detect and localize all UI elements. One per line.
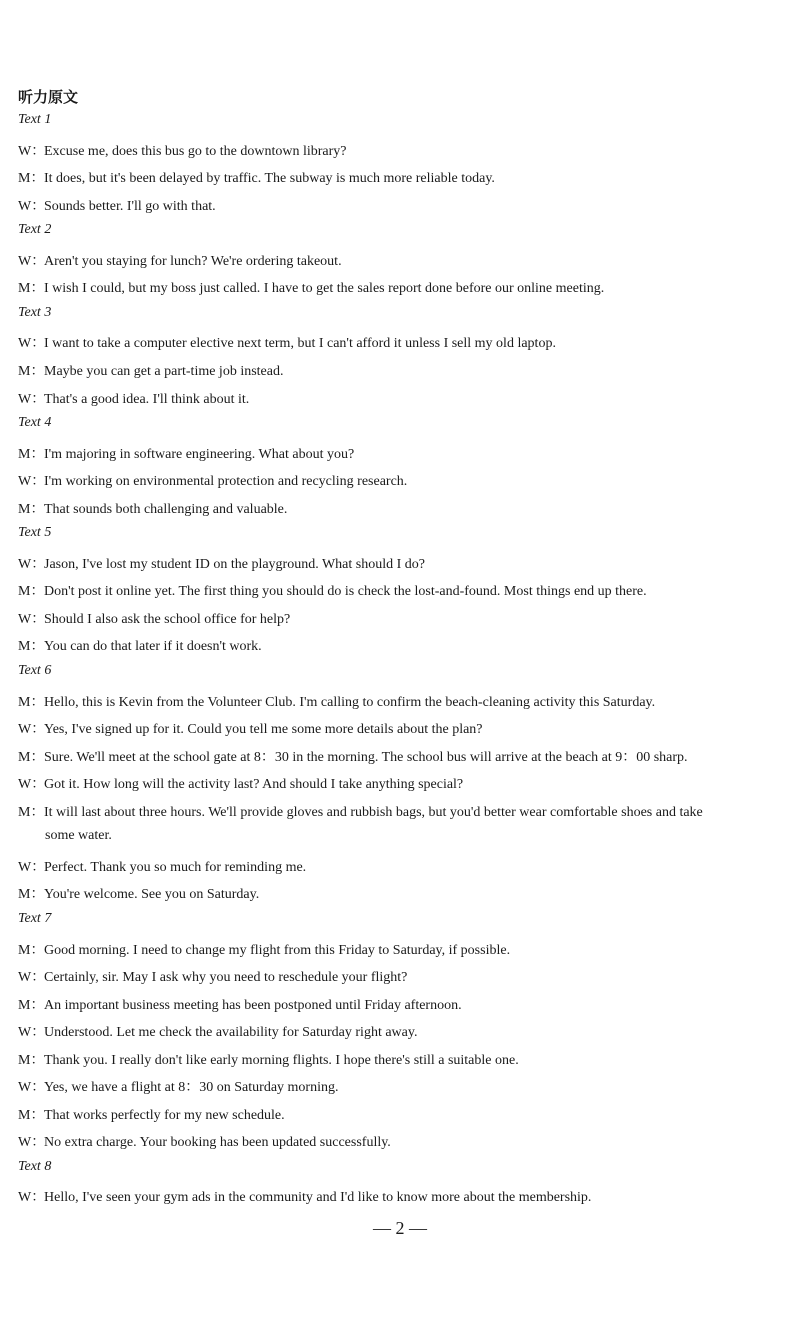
speaker-label: W： [18,777,46,792]
dialogue-line [18,498,287,518]
dialogue-text: That's a good idea. I'll think about it. [44,392,250,407]
speaker-label: W： [18,970,46,985]
speaker-label: W： [18,612,46,627]
dialogue-text: Hello, I've seen your gym ads in the community and I'd like to know more about the membership. [44,1190,592,1205]
dialogue-text: Don't post it online yet. The first thing you should do is check the lost-and-found. Most things end up there. [44,584,647,599]
dialogue-text: Aren't you staying for lunch? We're ordering takeout. [44,254,342,269]
dialogue-line [18,360,283,380]
speaker-label: W： [18,1135,46,1150]
dialogue-line [18,1186,591,1206]
dialogue-text: An important business meeting has been postponed until Friday afternoon. [44,998,462,1013]
dialogue-line [45,828,112,844]
speaker-label: W： [18,474,46,489]
dialogue-line [18,1049,519,1069]
dialogue-line [18,167,495,187]
dialogue-text: That works perfectly for my new schedule. [44,1108,285,1123]
dialogue-text: Yes, we have a flight at 8：30 on Saturday morning. [44,1080,339,1095]
dialogue-line [18,608,290,628]
speaker-label: M： [18,364,45,379]
dialogue-text: Sounds better. I'll go with that. [44,199,216,214]
speaker-label: M： [18,171,45,186]
speaker-label: W： [18,1190,46,1205]
dialogue-text: Good morning. I need to change my flight from this Friday to Saturday, if possible. [44,943,511,958]
speaker-label: M： [18,281,45,296]
speaker-label: M： [18,695,45,710]
dialogue-text: I'm working on environmental protection and recycling research. [44,474,408,489]
dialogue-line [18,1104,285,1124]
dialogue-line [18,388,249,408]
dialogue-line [18,470,407,490]
speaker-label: M： [18,805,45,820]
dialogue-text: You're welcome. See you on Saturday. [44,887,260,902]
dialogue-text: Yes, I've signed up for it. Could you tell me some more details about the plan? [44,722,483,737]
dialogue-line [18,332,556,352]
dialogue-text: Should I also ask the school office for help? [44,612,291,627]
dialogue-text: Jason, I've lost my student ID on the playground. What should I do? [44,557,425,572]
dialogue-text: That sounds both challenging and valuable. [44,502,288,517]
speaker-label: W： [18,860,46,875]
speaker-label: M： [18,584,45,599]
dialogue-line [18,140,347,160]
text-section-label: Text 4 [18,415,52,430]
dialogue-line [18,250,342,270]
dialogue-text: Understood. Let me check the availability for Saturday right away. [44,1025,418,1040]
dialogue-line [18,883,259,903]
dialogue-text: Maybe you can get a part-time job instead. [44,364,284,379]
speaker-label: W： [18,1080,46,1095]
speaker-label: W： [18,722,46,737]
speaker-label: M： [18,998,45,1013]
dialogue-text: Got it. How long will the activity last? And should I take anything special? [44,777,464,792]
dialogue-line [18,195,216,215]
dialogue-line [18,939,510,959]
dialogue-line [18,1076,338,1096]
dialogue-text: It will last about three hours. We'll provide gloves and rubbish bags, but you'd better wear comfortable shoes and take [44,805,703,820]
dialogue-text: I want to take a computer elective next term, but I can't afford it unless I sell my old laptop. [44,336,556,351]
text-section-label: Text 2 [18,222,52,237]
speaker-label: W： [18,144,46,159]
dialogue-text: some water. [45,828,112,843]
speaker-label: M： [18,447,45,462]
text-section-label: Text 7 [18,911,52,926]
dialogue-line [18,1021,417,1041]
speaker-label: M： [18,943,45,958]
dialogue-text: Hello, this is Kevin from the Volunteer Club. I'm calling to confirm the beach-cleaning activity this Saturday. [44,695,656,710]
dialogue-line [18,746,688,766]
speaker-label: W： [18,557,46,572]
speaker-label: M： [18,1108,45,1123]
speaker-label: M： [18,750,45,765]
speaker-label: W： [18,254,46,269]
dialogue-line [18,773,463,793]
speaker-label: W： [18,392,46,407]
speaker-label: M： [18,887,45,902]
speaker-label: M： [18,639,45,654]
text-section-label: Text 8 [18,1159,52,1174]
dialogue-text: No extra charge. Your booking has been updated successfully. [44,1135,391,1150]
dialogue-line [18,691,655,711]
dialogue-line [18,856,306,876]
dialogue-line [18,1131,391,1151]
dialogue-line [18,443,354,463]
speaker-label: W： [18,336,46,351]
dialogue-text: Thank you. I really don't like early morning flights. I hope there's still a suitable one. [44,1053,519,1068]
dialogue-text: Excuse me, does this bus go to the downtown library? [44,144,347,159]
speaker-label: W： [18,1025,46,1040]
dialogue-line [18,966,407,986]
page-number: — 2 — [373,1218,427,1238]
dialogue-line [18,580,647,600]
dialogue-line [18,553,425,573]
dialogue-line [18,277,604,297]
dialogue-text: I'm majoring in software engineering. What about you? [44,447,355,462]
speaker-label: M： [18,1053,45,1068]
speaker-label: W： [18,199,46,214]
dialogue-text: Certainly, sir. May I ask why you need to reschedule your flight? [44,970,408,985]
speaker-label: M： [18,502,45,517]
dialogue-text: Perfect. Thank you so much for reminding me. [44,860,307,875]
text-section-label: Text 5 [18,525,52,540]
dialogue-text: Sure. We'll meet at the school gate at 8：30 in the morning. The school bus will arrive at the beach at 9：00 sharp. [44,750,688,765]
text-section-label: Text 1 [18,112,52,127]
dialogue-text: I wish I could, but my boss just called. I have to get the sales report done before our online meeting. [44,281,605,296]
page-title: 听力原文 [18,88,79,106]
dialogue-line [18,801,703,821]
text-section-label: Text 6 [18,663,52,678]
dialogue-line [18,718,483,738]
dialogue-line [18,994,462,1014]
dialogue-text: You can do that later if it doesn't work. [44,639,262,654]
dialogue-line [18,635,262,655]
dialogue-text: It does, but it's been delayed by traffic. The subway is much more reliable today. [44,171,495,186]
text-section-label: Text 3 [18,305,52,320]
